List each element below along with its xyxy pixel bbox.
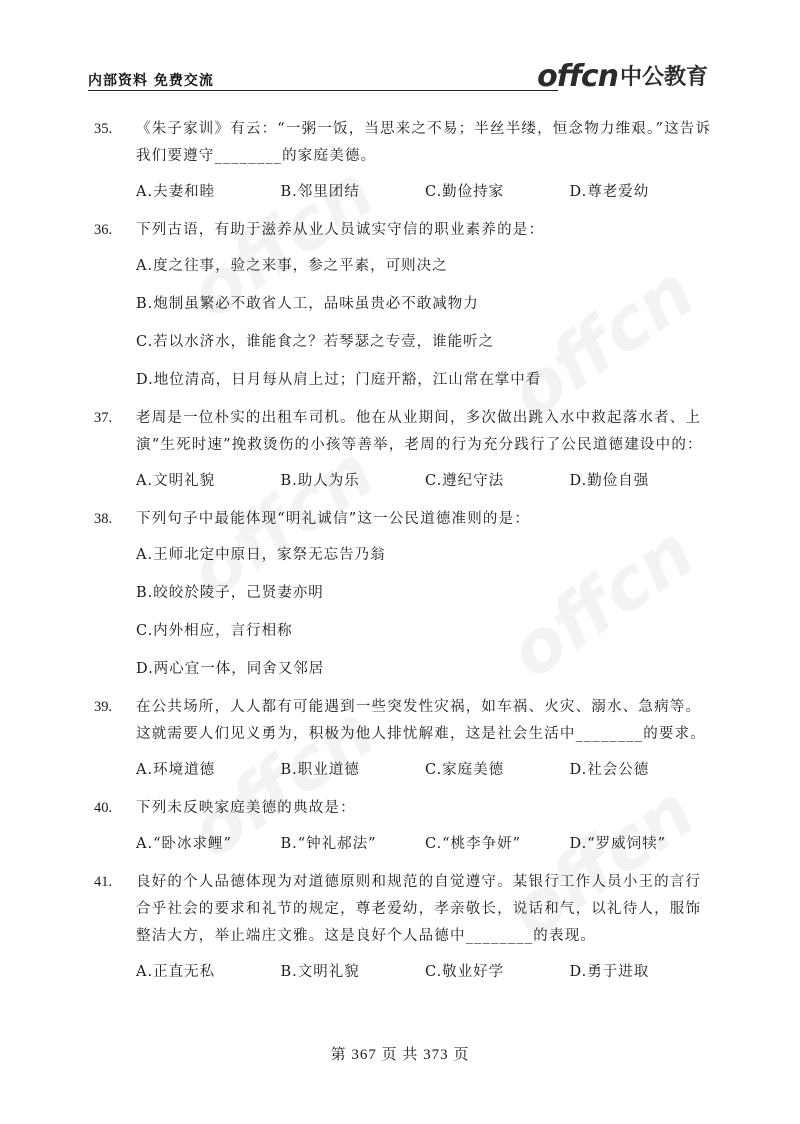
question-number: 35. [94,121,113,137]
question-text: 良好的个人品德体现为对道德原则和规范的自觉遵守。某银行工作人员小王的言行合乎社会的要求和礼节的规定，尊老爱幼，孝亲敬长，说话和气，以礼待人，服饰整洁大方，举止端庄文雅。这是良好个人品德中________的表现。 [136,874,702,944]
question-text: 下列未反映家庭美德的典故是： [136,800,356,816]
option-list [94,253,714,394]
question-item [94,869,714,986]
logo-cn-text: 中公教育 [619,65,708,90]
answer-option: C.“桃李争妍” [425,836,522,852]
header-rule [88,90,558,91]
question-item [94,506,714,683]
question-stem [94,405,714,459]
option-list [94,831,714,858]
question-stem [94,506,714,533]
answer-option: B.邻里团结 [280,184,360,200]
question-list [94,116,714,997]
answer-option: C.内外相应，言行相称 [136,623,293,639]
question-item [94,116,714,206]
answer-option: D.地位清高，日月每从肩上过；门庭开豁，江山常在掌中看 [136,372,542,388]
question-item [94,795,714,858]
answer-option: A.度之往事，验之来事，参之平素，可则决之 [136,258,448,274]
question-number: 39. [94,699,113,715]
answer-option: D.“罗威饲犊” [569,836,667,852]
question-text: 老周是一位朴实的出租车司机。他在从业期间，多次做出跳入水中救起落水者、上演“生死时速”挽救烫伤的小孩等善举，老周的行为充分践行了公民道德建设中的： [136,410,703,453]
answer-option: C.敬业好学 [425,964,505,980]
answer-option: A.文明礼貌 [136,473,216,489]
question-item [94,405,714,495]
question-text: 下列古语，有助于滋养从业人员诚实守信的职业素养的是： [136,222,545,238]
answer-option: D.两心宜一体，同舍又邻居 [136,661,325,677]
answer-option: D.勇于进取 [569,964,650,980]
option-list [94,757,714,784]
question-stem [94,217,714,244]
page-header [88,59,708,94]
answer-option: A.夫妻和睦 [136,184,216,200]
answer-option: B.职业道德 [280,762,360,778]
answer-option: C.遵纪守法 [425,473,505,489]
question-number: 38. [94,511,113,527]
question-text: 下列句子中最能体现“明礼诚信”这一公民道德准则的是： [136,511,531,527]
question-number: 41. [94,874,113,890]
question-stem [94,869,714,950]
answer-option: B.助人为乐 [280,473,360,489]
question-number: 37. [94,410,113,426]
answer-option: B.炮制虽繁必不敢省人工，品味虽贵必不敢减物力 [136,296,479,312]
question-text: 《朱子家训》有云：“一粥一饭，当思来之不易；半丝半缕，恒念物力维艰。”这告诉我们要遵守________的家庭美德。 [136,121,712,164]
answer-option: A.正直无私 [136,964,216,980]
answer-option: B.“钟礼郝法” [280,836,377,852]
answer-option: D.尊老爱幼 [569,184,650,200]
answer-option: C.家庭美德 [425,762,505,778]
question-item [94,217,714,394]
option-list [94,468,714,495]
offcn-logo [537,60,708,92]
answer-option: A.环境道德 [136,762,216,778]
answer-option: B.皎皎於陵子，己贤妻亦明 [136,585,324,601]
answer-option: A.王师北定中原日，家祭无忘告乃翁 [136,547,386,563]
question-number: 40. [94,800,113,816]
question-stem [94,795,714,822]
answer-option: B.文明礼貌 [280,964,360,980]
question-stem [94,116,714,170]
question-stem [94,694,714,748]
page-number: 第 367 页 共 373 页 [330,1047,470,1063]
header-label: 内部资料 免费交流 [88,73,214,89]
answer-option: C.若以水济水，谁能食之？若琴瑟之专壹，谁能听之 [136,334,495,350]
logo-en-text: offcn [537,59,618,94]
option-list [94,179,714,206]
option-list [94,542,714,683]
question-number: 36. [94,222,113,238]
answer-option: D.勤俭自强 [569,473,650,489]
option-list [94,959,714,986]
answer-option: A.“卧冰求鲤” [136,836,232,852]
question-item [94,694,714,784]
answer-option: C.勤俭持家 [425,184,505,200]
answer-option: D.社会公德 [569,762,650,778]
question-text: 在公共场所，人人都有可能遇到一些突发性灾祸，如车祸、火灾、溺水、急病等。这就需要人们见义勇为，积极为他人排忧解难，这是社会生活中________的要求。 [136,699,706,742]
